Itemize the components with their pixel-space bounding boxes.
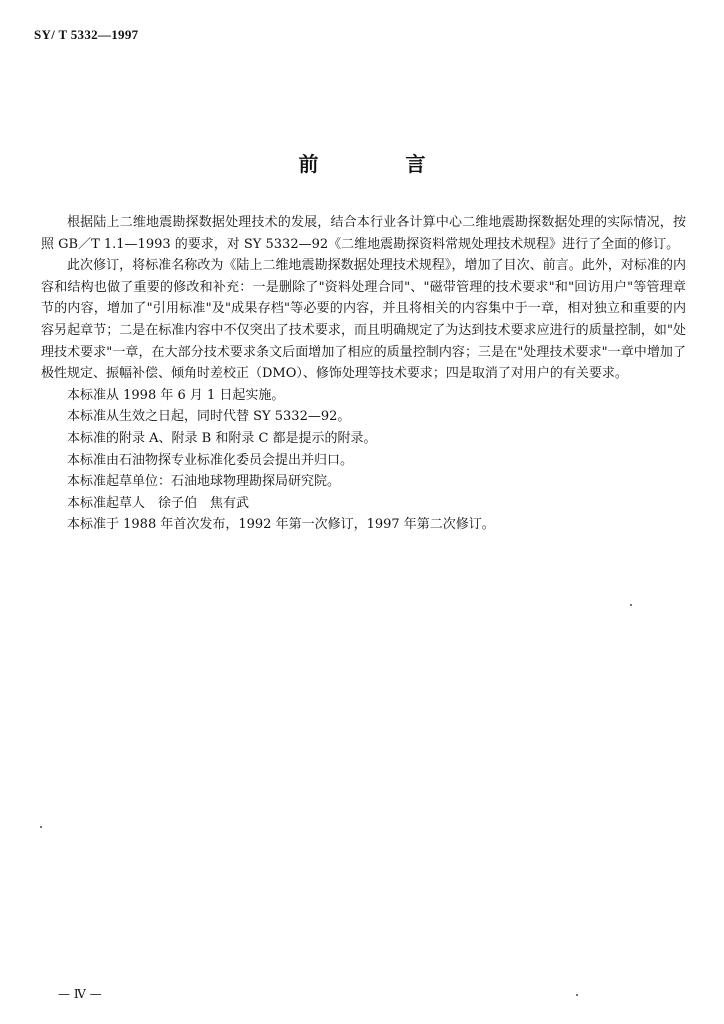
paragraph-supersedes: 本标准从生效之日起，同时代替 SY 5332—92。 (67, 409, 351, 425)
scan-speck (40, 826, 42, 828)
paragraph-proposed-by: 本标准由石油物探专业标准化委员会提出并归口。 (67, 452, 354, 468)
paragraph-drafting-unit: 本标准起草单位：石油地球物理勘探局研究院。 (67, 474, 341, 490)
paragraph-revision-details: 此次修订，将标准名称改为《陆上二维地震勘探数据处理技术规程》，增加了目次、前言。此外，对标准的内容和结构也做了重要的修改和补充：一是删除了"资料处理合同"、"磁带管理的技术要求"和"回访用户"等管理章节的内容，增加了"引用标准"及"成果存档"等必要的内容，并且将相关的内容集中于一章，相对独立和重要的内容另起章节；二是在标准内容中不仅突出了技术要求，而且明确规定了为达到技术要求应进行的质量控制，如"处理技术要求"一章，在大部分技术要求条文后面增加了相应的质量控制内容；三是在"处理技术要求"一章中增加了极性规定、振幅补偿、倾角时差校正（DMO）、修饰处理等技术要求；四是取消了对用户的有关要求。 (41, 258, 686, 382)
paragraph-revision-basis: 根据陆上二维地震勘探数据处理技术的发展，结合本行业各计算中心二维地震勘探数据处理的实际情况，按照 GB／T 1.1—1993 的要求，对 SY 5332—92《二维地震勘探资料常规处理技术规程》进行了全面的修订。 (41, 215, 686, 252)
paragraph-drafters: 本标准起草人 徐子伯 焦有武 (67, 495, 250, 511)
foreword-body (41, 212, 686, 536)
paragraph-history: 本标准于 1988 年首次发布，1992 年第一次修订，1997 年第二次修订。 (67, 517, 495, 533)
page-title: 前 言 (298, 152, 466, 176)
paragraph-effective-date: 本标准从 1998 年 6 月 1 日起实施。 (67, 387, 285, 403)
page-number: — Ⅳ — (58, 987, 102, 1001)
paragraph-appendices: 本标准的附录 A、附录 B 和附录 C 都是提示的附录。 (67, 430, 377, 446)
scan-speck (630, 604, 632, 606)
standard-code-header: SY/ T 5332—1997 (34, 27, 139, 42)
scan-speck (576, 994, 578, 996)
